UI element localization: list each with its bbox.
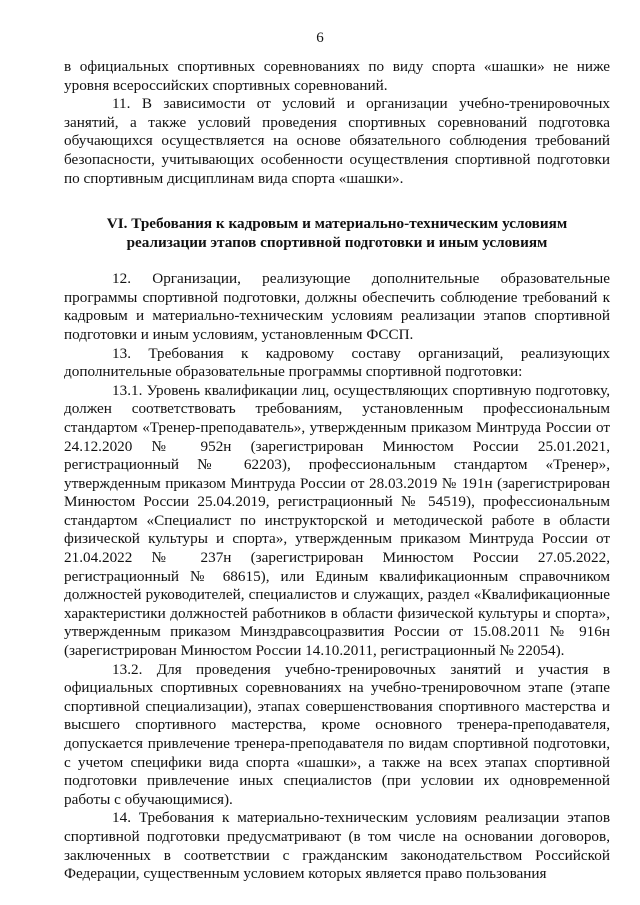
paragraph-13-1: 13.1. Уровень квалификации лиц, осуществляющих спортивную подготовку, должен соответствовать требованиям, установленным профессиональным стандартом «Тренер-преподаватель», утвержденным приказом Минтруда России от 24.12.2020 № 952н (зарегистрирован Минюстом России 25.01.2021, регистрационный № 62203), профессиональным стандартом «Тренер», утвержденным приказом Минтруда России от 28.03.2019 № 191н (зарегистрирован Минюстом России 25.04.2019, регистрационный № 54519), профессиональным стандартом «Специалист по инструкторской и методической работе в области физической культуры и спорта», утвержденным приказом Минтруда России от 21.04.2022 № 237н (зарегистрирован Минюстом России 27.05.2022, регистрационный № 68615), или Единым квалификационным справочником должностей руководителей, специалистов и служащих, раздел «Квалификационные характеристики должностей работников в области физической культуры и спорта», утвержденным приказом Минздравсоцразвития России от 15.08.2011 № 916н (зарегистрирован Минюстом России 14.10.2011, регистрационный № 22054). — [64, 381, 610, 660]
document-body — [64, 58, 610, 884]
paragraph-11: 11. В зависимости от условий и организации учебно-тренировочных занятий, а также условий проведения спортивных соревнований подготовка обучающихся осуществляется на основе обязательного соблюдения требований безопасности, учитывающих особенности осуществления спортивной подготовки по спортивным дисциплинам вида спорта «шашки». — [64, 95, 610, 187]
page-number: 6 — [316, 30, 324, 46]
section-heading: VI. Требования к кадровым и материально-техническим условиям реализации этапов спортивной подготовки и иным условиям — [106, 215, 568, 252]
paragraph-continuation: в официальных спортивных соревнованиях по виду спорта «шашки» не ниже уровня всероссийских спортивных соревнований. — [64, 58, 610, 94]
paragraph-12: 12. Организации, реализующие дополнительные образовательные программы спортивной подготовки, должны обеспечить соблюдение требований к кадровым и материально-техническим условиям реализации этапов спортивной подготовки и иным условиям, установленным ФССП. — [64, 270, 610, 343]
paragraph-14: 14. Требования к материально-техническим условиям реализации этапов спортивной подготовки предусматривают (в том числе на основании договоров, заключенных в соответствии с гражданским законодательством Российской Федерации, существенным условием которых является право пользования — [64, 809, 610, 883]
paragraph-13-2: 13.2. Для проведения учебно-тренировочных занятий и участия в официальных спортивных соревнованиях на учебно-тренировочном этапе (этапе спортивной специализации), этапах совершенствования спортивного мастерства и высшего спортивного мастерства, кроме основного тренера-преподавателя, допускается привлечение тренера-преподавателя по видам спортивной подготовки, с учетом специфики вида спорта «шашки», а также на всех этапах спортивной подготовки привлечение иных специалистов (при условии их одновременной работы с обучающимися). — [64, 660, 610, 808]
paragraph-13: 13. Требования к кадровому составу организаций, реализующих дополнительные образовательные программы спортивной подготовки: — [64, 344, 610, 381]
